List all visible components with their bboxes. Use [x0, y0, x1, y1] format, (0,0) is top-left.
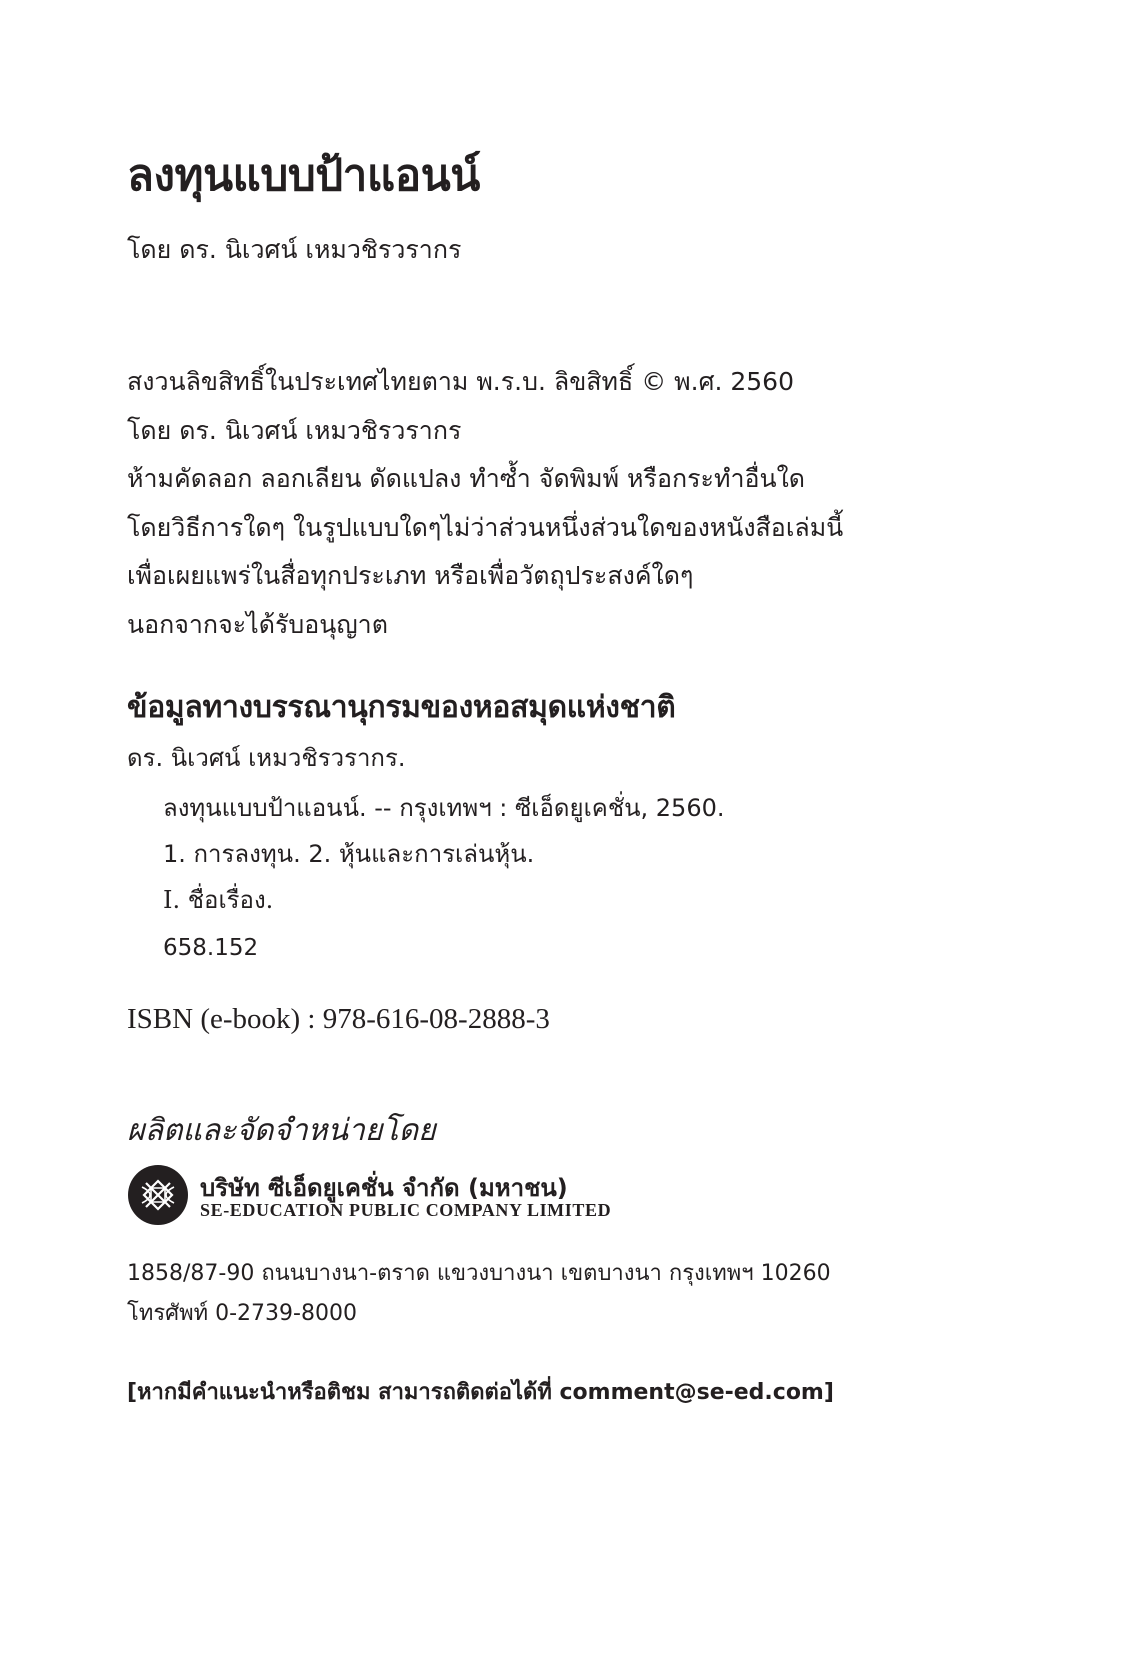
isbn: ISBN (e-book) : 978-616-08-2888-3	[127, 1003, 550, 1035]
copyright-line: สงวนลิขสิทธิ์ในประเทศไทยตาม พ.ร.บ. ลิขสิทธิ์ © พ.ศ. 2560	[127, 367, 794, 396]
publisher-address-block	[127, 1254, 831, 1334]
cataloging-entry: I. ชื่อเรื่อง.	[163, 886, 274, 914]
copyright-line: ห้ามคัดลอก ลอกเลียน ดัดแปลง ทำซ้ำ จัดพิมพ์ หรือกระทำอื่นใด	[127, 464, 806, 493]
cataloging-author: ดร. นิเวศน์ เหมวชิรวรากร.	[127, 744, 406, 772]
copyright-line: นอกจากจะได้รับอนุญาต	[127, 609, 388, 639]
se-ed-logo-icon	[128, 1165, 188, 1225]
copyright-line: โดยวิธีการใดๆ ในรูปแบบใดๆไม่ว่าส่วนหนึ่งส่วนใดของหนังสือเล่มนี้	[127, 512, 844, 542]
cataloging-entries	[163, 785, 724, 923]
copyright-line: โดย ดร. นิเวศน์ เหมวชิรวรากร	[127, 415, 462, 445]
book-title: ลงทุนแบบป้าแอนน์	[127, 150, 480, 201]
cataloging-heading: ข้อมูลทางบรรณานุกรมของหอสมุดแห่งชาติ	[127, 690, 676, 725]
cataloging-entry: ลงทุนแบบป้าแอนน์. -- กรุงเทพฯ : ซีเอ็ดยูเคชั่น, 2560.	[163, 794, 725, 822]
copyright-line: เพื่อเผยแพร่ในสื่อทุกประเภท หรือเพื่อวัตถุประสงค์ใดๆ	[127, 561, 694, 590]
publisher-phone: โทรศัพท์ 0-2739-8000	[127, 1301, 357, 1326]
classification-number: 658.152	[163, 935, 259, 961]
publisher-address: 1858/87-90 ถนนบางนา-ตราด แขวงบางนา เขตบางนา กรุงเทพฯ 10260	[127, 1261, 831, 1286]
produced-by-label: ผลิตและจัดจำหน่ายโดย	[127, 1113, 436, 1148]
publisher-name-english: SE-EDUCATION PUBLIC COMPANY LIMITED	[200, 1200, 612, 1220]
feedback-contact: [หากมีคำแนะนำหรือติชม สามารถติดต่อได้ที่ comment@se-ed.com]	[127, 1380, 834, 1405]
copyright-notice	[127, 358, 843, 649]
cataloging-entry: 1. การลงทุน. 2. หุ้นและการเล่นหุ้น.	[163, 840, 535, 868]
publisher-name-thai: บริษัท ซีเอ็ดยูเคชั่น จำกัด (มหาชน)	[200, 1174, 568, 1202]
author-byline: โดย ดร. นิเวศน์ เหมวชิรวรากร	[127, 235, 462, 264]
